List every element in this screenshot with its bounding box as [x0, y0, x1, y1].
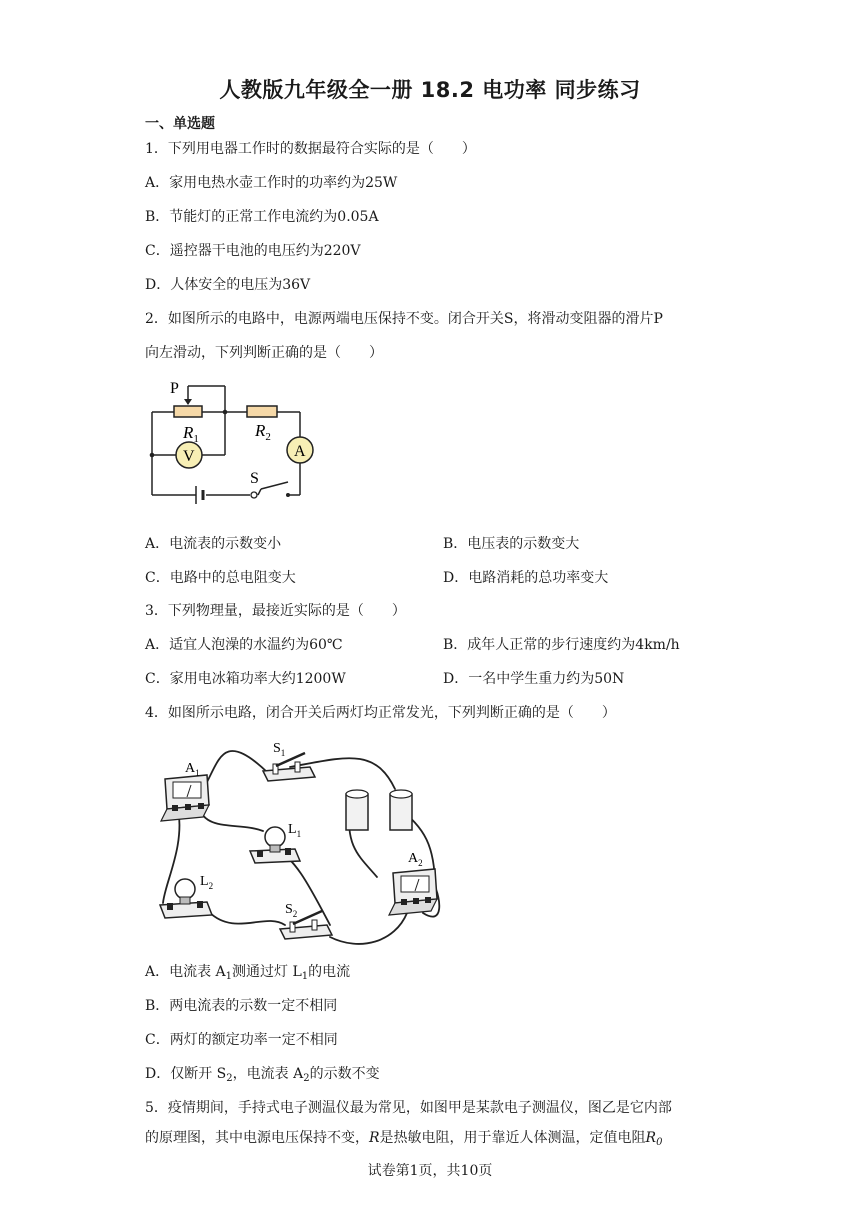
label-r1: $R_1$: [183, 423, 199, 445]
q3-option-c: C．家用电冰箱功率大约1200W: [145, 671, 346, 687]
page-footer: 试卷第1页，共10页: [367, 1163, 493, 1179]
q2-stem-line1: 2．如图所示的电路中，电源两端电压保持不变。闭合开关S，将滑动变阻器的滑片P: [145, 311, 663, 327]
switch-icon: [251, 492, 257, 498]
q5-stem-line2: 的原理图，其中电源电压保持不变，R是热敏电阻，用于靠近人体测温，定值电阻$R_0$: [145, 1130, 663, 1148]
label-l1: $L_1$: [288, 822, 302, 839]
q1-option-d: D．人体安全的电压为36V: [145, 277, 311, 293]
resistor-r1: [174, 406, 202, 417]
label-a2: $A_2$: [408, 851, 423, 868]
label-r2: $R_2$: [255, 421, 271, 443]
q2-option-d: D．电路消耗的总功率变大: [443, 570, 609, 586]
label-slider-p: P: [170, 380, 179, 397]
q1-option-a: A．家用电热水壶工作时的功率约为25W: [145, 175, 398, 191]
q1-stem: 1．下列用电器工作时的数据最符合实际的是（ ）: [145, 141, 476, 157]
label-ammeter: A: [294, 443, 306, 460]
q2-option-a: A．电流表的示数变小: [145, 536, 282, 552]
label-switch: S: [250, 470, 259, 487]
label-voltmeter: V: [183, 448, 195, 465]
q3-option-d: D．一名中学生重力约为50N: [443, 671, 625, 687]
q4-option-d: D．仅断开 $S_2$，电流表 $A_2$的示数不变: [145, 1066, 380, 1084]
label-l2: $L_2$: [200, 874, 214, 891]
q4-option-a: A．电流表 $A_1$测通过灯 $L_1$的电流: [145, 964, 351, 982]
q1-option-c: C．遥控器干电池的电压约为220V: [145, 243, 361, 259]
switch-s1-icon: [263, 753, 315, 781]
q3-stem: 3．下列物理量，最接近实际的是（ ）: [145, 603, 406, 619]
page-title: 人教版九年级全一册 18.2 电功率 同步练习: [219, 78, 641, 102]
label-s2: $S_2$: [285, 902, 298, 919]
q2-option-b: B．电压表的示数变大: [443, 536, 580, 552]
q1-option-b: B．节能灯的正常工作电流约为0.05A: [145, 209, 379, 225]
q2-circuit-diagram: [140, 378, 320, 513]
q4-circuit-photo: [145, 737, 445, 947]
label-s1: $S_1$: [273, 741, 286, 758]
section-heading: 一、单选题: [145, 116, 215, 132]
label-a1: $A_1$: [185, 761, 200, 778]
ammeter-a1-icon: [161, 775, 209, 821]
q3-option-b: B．成年人正常的步行速度约为4km/h: [443, 637, 680, 653]
q4-option-c: C．两灯的额定功率一定不相同: [145, 1032, 338, 1048]
q4-stem: 4．如图所示电路，闭合开关后两灯均正常发光，下列判断正确的是（ ）: [145, 705, 616, 721]
q5-stem-line1: 5．疫情期间，手持式电子测温仪最为常见，如图甲是某款电子测温仪，图乙是它内部: [145, 1100, 672, 1116]
q3-option-a: A．适宜人泡澡的水温约为60℃: [145, 637, 343, 653]
resistor-r2: [247, 406, 277, 417]
ammeter-a2-icon: [389, 869, 437, 915]
q2-option-c: C．电路中的总电阻变大: [145, 570, 296, 586]
q4-option-b: B．两电流表的示数一定不相同: [145, 998, 338, 1014]
battery-icon: [346, 790, 412, 830]
q2-stem-line2: 向左滑动，下列判断正确的是（ ）: [145, 345, 383, 361]
